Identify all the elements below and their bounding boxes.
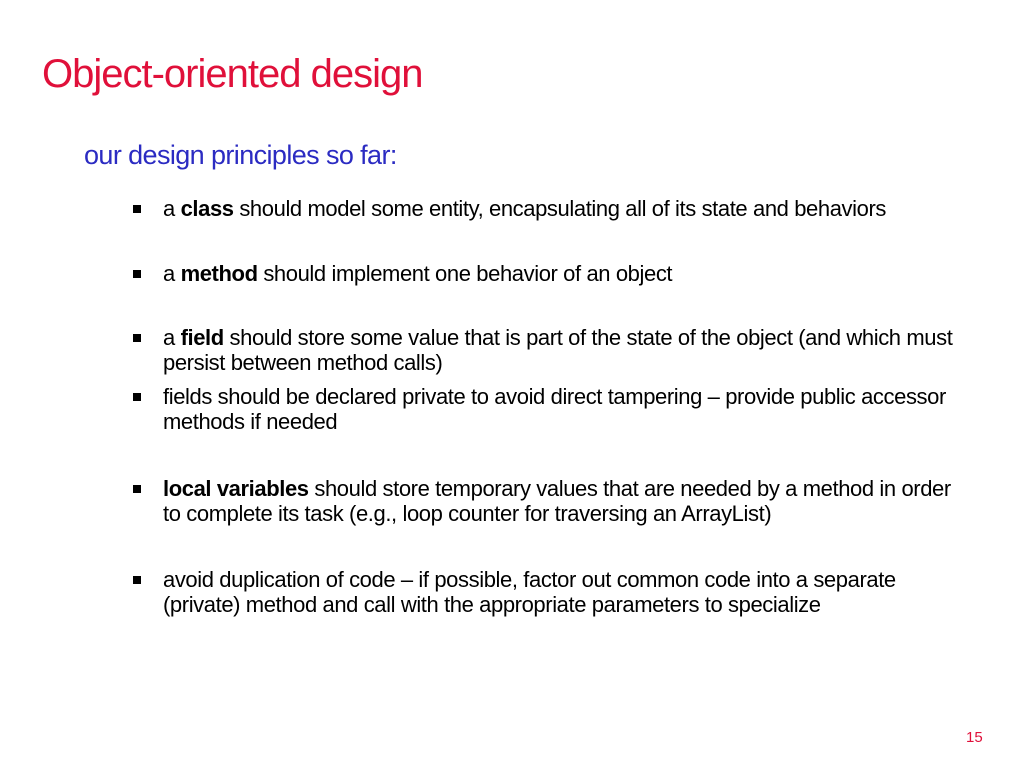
slide-title: Object-oriented design xyxy=(42,52,423,96)
bullet-text: fields should be declared private to avoid direct tampering – provide public accessor methods if needed xyxy=(163,384,946,434)
square-bullet-icon xyxy=(133,334,141,342)
page-number: 15 xyxy=(966,729,983,746)
square-bullet-icon xyxy=(133,576,141,584)
square-bullet-icon xyxy=(133,270,141,278)
bullet-text: avoid duplication of code – if possible, factor out common code into a separate (private) method and call with the appropriate parameters to specialize xyxy=(163,567,896,617)
bullet-text: local variables should store temporary values that are needed by a method in order to complete its task (e.g., loop counter for traversing an ArrayList) xyxy=(163,476,951,526)
bullet-keyword: class xyxy=(180,196,234,221)
bullet-text: a field should store some value that is part of the state of the object (and which must persist between method calls) xyxy=(163,325,953,375)
slide-subtitle: our design principles so far: xyxy=(84,140,397,170)
bullet-keyword: local variables xyxy=(163,476,309,501)
bullet-text: a method should implement one behavior of an object xyxy=(163,261,673,286)
bullet-keyword: field xyxy=(180,325,224,350)
square-bullet-icon xyxy=(133,205,141,213)
square-bullet-icon xyxy=(133,485,141,493)
bullet-keyword: method xyxy=(180,261,258,286)
square-bullet-icon xyxy=(133,393,141,401)
bullet-text: a class should model some entity, encapsulating all of its state and behaviors xyxy=(163,196,886,221)
